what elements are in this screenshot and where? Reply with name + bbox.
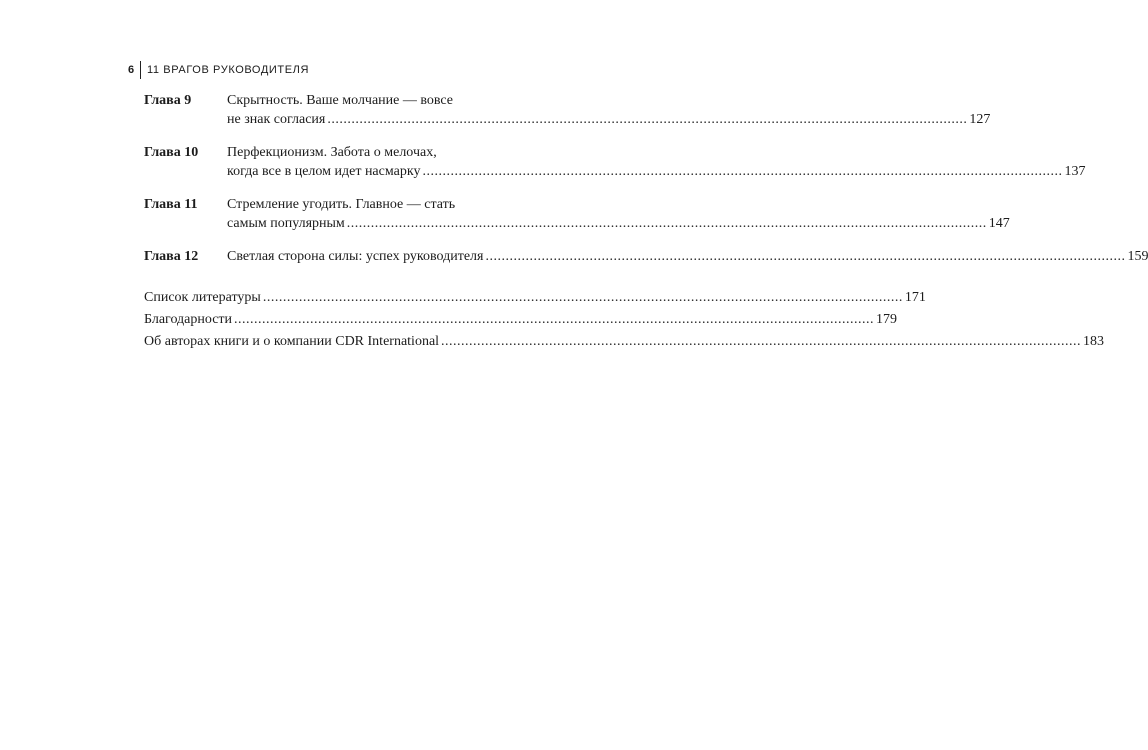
chapter-label: Глава 10 xyxy=(144,145,199,160)
chapter-label: Глава 11 xyxy=(144,197,198,212)
page-number: 6 xyxy=(128,64,135,76)
chapter-label: Глава 12 xyxy=(144,249,199,264)
chapter-title-line: самым популярным xyxy=(227,216,345,231)
entry-title: Благодарности xyxy=(144,312,233,327)
toc-entry-chapter-10[interactable] xyxy=(144,143,1086,181)
page-ref: 137 xyxy=(1064,164,1086,179)
dot-leader xyxy=(441,332,1081,351)
chapter-title-line: Стремление угодить. Главное — стать xyxy=(227,197,456,212)
book-title: 11 ВРАГОВ РУКОВОДИТЕЛЯ xyxy=(147,64,310,76)
toc-entry-chapter-9[interactable] xyxy=(144,91,991,129)
entry-title: Список литературы xyxy=(144,290,261,305)
running-header xyxy=(128,61,309,79)
dot-leader xyxy=(485,247,1125,266)
page-ref: 179 xyxy=(876,312,898,327)
chapter-title-line: когда все в целом идет насмарку xyxy=(227,164,421,179)
dot-leader xyxy=(263,288,903,307)
chapter-title-line: Светлая сторона силы: успех руководителя xyxy=(227,249,484,264)
dot-leader xyxy=(234,310,874,329)
toc-entry-bibliography[interactable] xyxy=(144,288,926,307)
header-divider xyxy=(140,61,141,79)
back-matter xyxy=(144,288,1105,351)
dot-leader xyxy=(327,110,967,129)
toc-entry-acknowledgements[interactable] xyxy=(144,310,898,329)
chapter-title-line: Перфекционизм. Забота о мелочах, xyxy=(227,145,437,160)
page-ref: 147 xyxy=(988,216,1010,231)
dot-leader xyxy=(422,162,1062,181)
entry-title: Об авторах книги и о компании CDR International xyxy=(144,334,440,349)
chapter-label: Глава 9 xyxy=(144,93,192,108)
page-ref: 183 xyxy=(1083,334,1105,349)
toc-entry-chapter-12[interactable] xyxy=(144,247,1148,266)
toc-entry-chapter-11[interactable] xyxy=(144,195,1010,233)
dot-leader xyxy=(347,214,987,233)
toc-entry-about-authors[interactable] xyxy=(144,332,1105,351)
page-ref: 171 xyxy=(904,290,926,305)
chapter-title-line: Скрытность. Ваше молчание — вовсе xyxy=(227,93,454,108)
page-ref: 127 xyxy=(969,112,991,127)
table-of-contents xyxy=(144,91,1148,354)
page-ref: 159 xyxy=(1127,249,1148,264)
chapter-title-line: не знак согласия xyxy=(227,112,326,127)
